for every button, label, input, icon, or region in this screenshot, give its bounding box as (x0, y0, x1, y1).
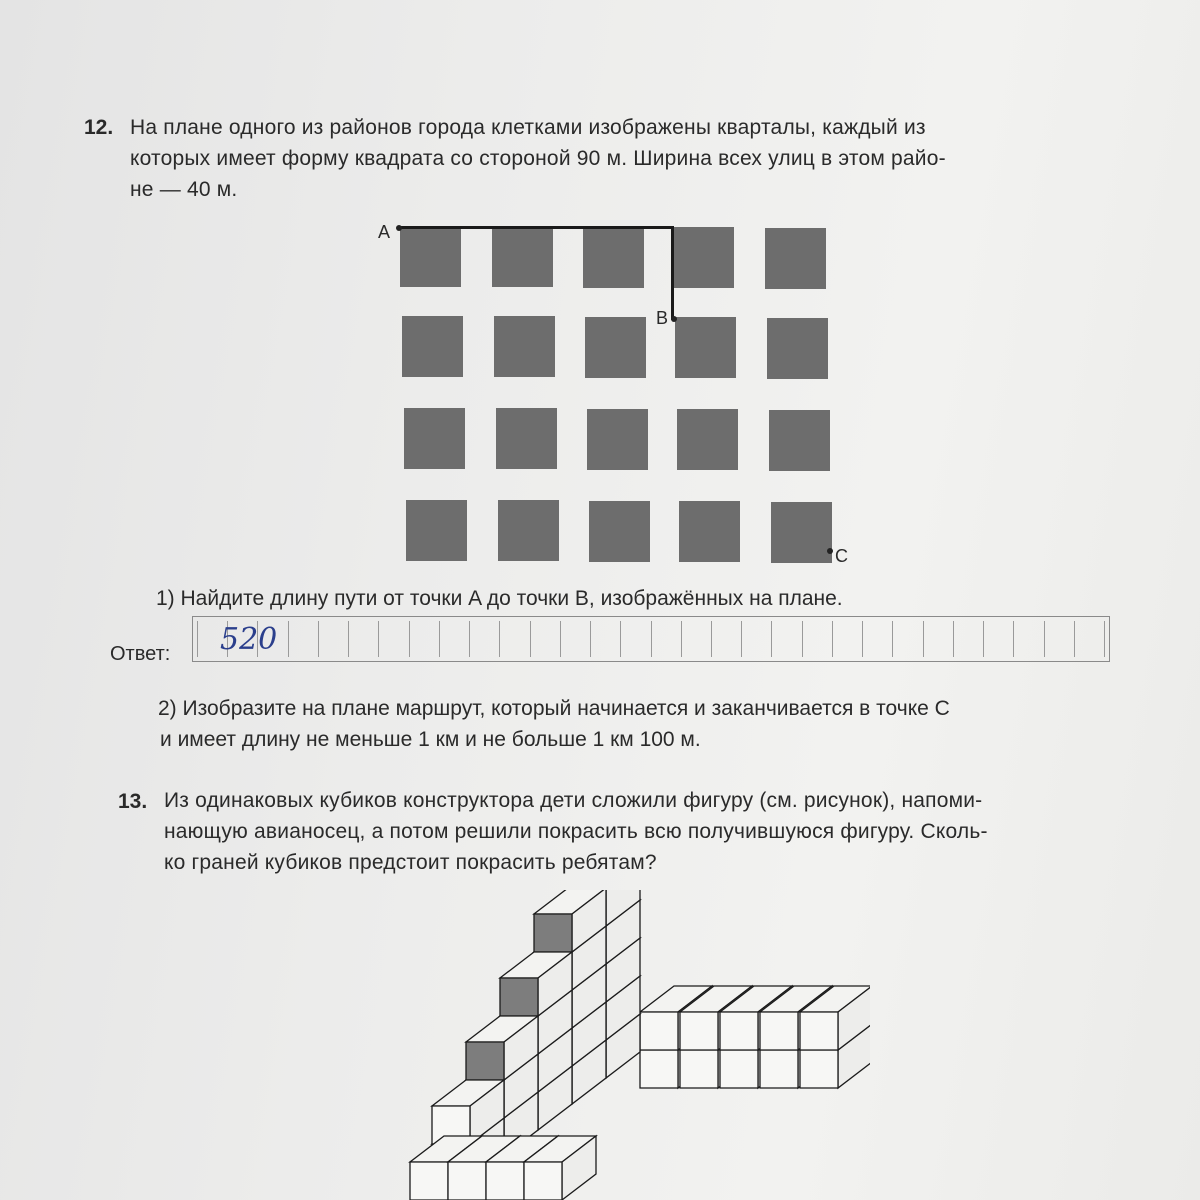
cube-front-face (534, 914, 572, 952)
cube-front-face (720, 1012, 758, 1050)
city-block (769, 410, 830, 471)
cube-front-face (410, 1162, 448, 1200)
city-block (583, 227, 644, 288)
answer-cell (440, 621, 470, 657)
task-12-q2-line-2: и имеет длину не меньше 1 км и не больше 1 км 100 м. (160, 728, 701, 751)
cube-front-face (500, 978, 538, 1016)
answer-cell (349, 621, 379, 657)
task-12-question-2 (158, 693, 950, 755)
task-13-line-3: ко граней кубиков предстоит покрасить ребятам? (164, 851, 657, 874)
city-block (673, 227, 734, 288)
task-12-text (130, 112, 946, 205)
cubes-figure (400, 890, 870, 1200)
answer-cell (954, 621, 984, 657)
task-13-number: 13. (118, 790, 148, 813)
city-block (771, 502, 832, 563)
cube-front-face (486, 1162, 524, 1200)
city-block (406, 500, 467, 561)
city-block (767, 318, 828, 379)
point-b-marker (671, 316, 677, 322)
answer-cell (712, 621, 742, 657)
cube-front-face (640, 1012, 678, 1050)
answer-cell (833, 621, 863, 657)
point-a-label: A (378, 222, 391, 242)
task-12-line-1: На плане одного из районов города клетками изображены кварталы, каждый из (130, 116, 926, 139)
answer-cell (470, 621, 500, 657)
cube-front-face (640, 1050, 678, 1088)
city-block (677, 409, 738, 470)
cube-front-face (680, 1012, 718, 1050)
route-segment-vertical (671, 226, 674, 320)
task-12-line-3: не — 40 м. (130, 178, 238, 201)
cube-front-face (466, 1042, 504, 1080)
answer-cell (379, 621, 409, 657)
answer-cell (924, 621, 954, 657)
city-block (494, 316, 555, 377)
answer-label: Ответ: (110, 643, 171, 665)
answer-cell (984, 621, 1014, 657)
city-block (492, 226, 553, 287)
cube-front-face (448, 1162, 486, 1200)
answer-cell (652, 621, 682, 657)
answer-cell (591, 621, 621, 657)
answer-cell (803, 621, 833, 657)
point-b-label: B (656, 308, 669, 328)
task-12-number: 12. (84, 116, 114, 139)
point-c-marker (827, 548, 833, 554)
answer-cell (893, 621, 923, 657)
city-block (587, 409, 648, 470)
city-block (498, 500, 559, 561)
task-13-line-2: нающую авианосец, а потом решили покрасить всю получившуюся фигуру. Сколь- (164, 820, 988, 843)
answer-cell (621, 621, 651, 657)
answer-cell (561, 621, 591, 657)
city-block (589, 501, 650, 562)
answer-cell (500, 621, 530, 657)
answer-cell (531, 621, 561, 657)
city-block (400, 226, 461, 287)
task-13-text (164, 785, 988, 878)
answer-cell (863, 621, 893, 657)
task-12-q2-line-1: 2) Изобразите на плане маршрут, который начинается и заканчивается в точке C (158, 697, 950, 720)
city-block (402, 316, 463, 377)
task-12-line-2: которых имеет форму квадрата со стороной 90 м. Ширина всех улиц в этом райо- (130, 147, 946, 170)
city-block (675, 317, 736, 378)
cube-front-face (800, 1012, 838, 1050)
point-a-marker (396, 225, 402, 231)
cube-front-face (524, 1162, 562, 1200)
cube-front-face (760, 1050, 798, 1088)
city-block (585, 317, 646, 378)
answer-cell (772, 621, 802, 657)
cube-front-face (720, 1050, 758, 1088)
answer-cells (197, 621, 1105, 657)
cube-front-face (680, 1050, 718, 1088)
city-block (679, 501, 740, 562)
answer-cell (682, 621, 712, 657)
city-block (496, 408, 557, 469)
answer-cell (742, 621, 772, 657)
city-block (404, 408, 465, 469)
answer-field[interactable] (192, 616, 1110, 662)
city-block (765, 228, 826, 289)
route-segment-horizontal (400, 226, 674, 229)
answer-cell (319, 621, 349, 657)
answer-cell (1075, 621, 1105, 657)
answer-cell (410, 621, 440, 657)
answer-handwritten-value: 520 (220, 622, 278, 657)
task-12-question-1: 1) Найдите длину пути от точки A до точки B, изображённых на плане. (156, 587, 843, 610)
task-13-line-1: Из одинаковых кубиков конструктора дети сложили фигуру (см. рисунок), напоми- (164, 789, 983, 812)
answer-cell (289, 621, 319, 657)
cube-front-face (760, 1012, 798, 1050)
answer-cell (1045, 621, 1075, 657)
answer-cell (1014, 621, 1044, 657)
cube-front-face (800, 1050, 838, 1088)
point-c-label: C (835, 546, 848, 566)
